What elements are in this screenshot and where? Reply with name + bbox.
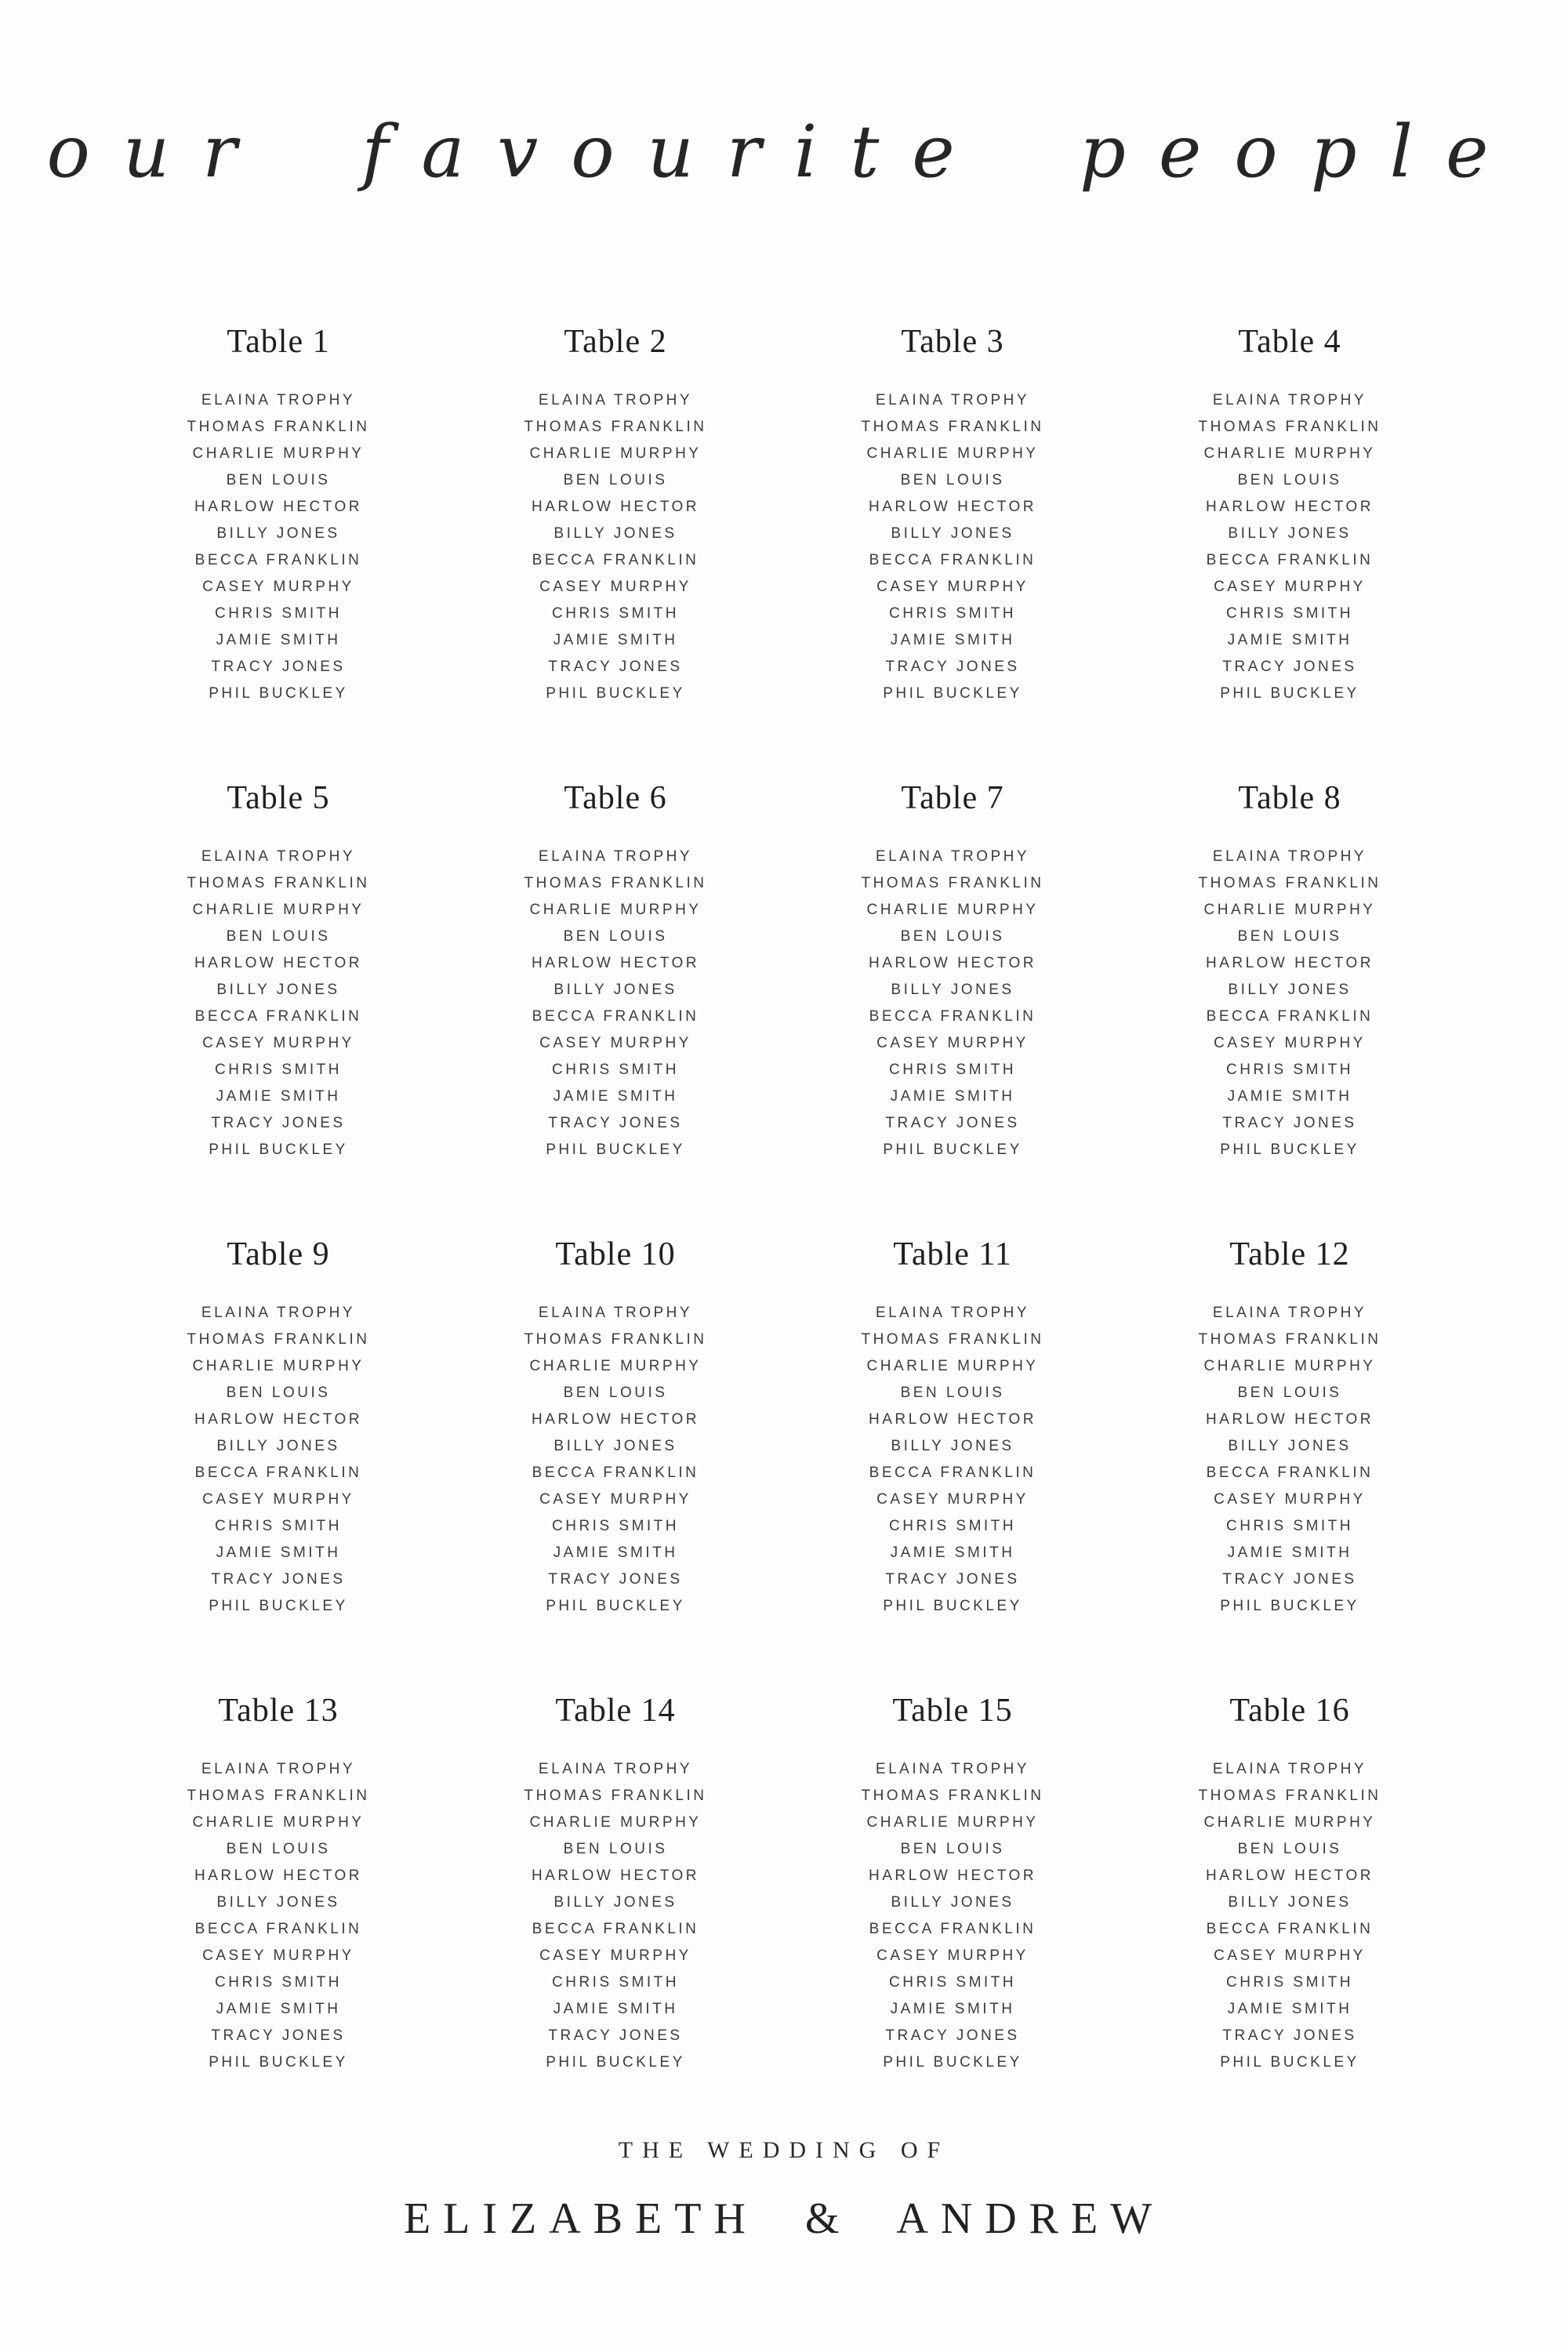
guest-name: CASEY MURPHY (1214, 579, 1366, 595)
table-title: Table 4 (1238, 324, 1341, 360)
guest-name: PHIL BUCKLEY (1220, 1598, 1359, 1614)
guest-name: BECCA FRANKLIN (194, 1465, 362, 1481)
guest-name: THOMAS FRANKLIN (1198, 1788, 1381, 1804)
table-card (1137, 323, 1443, 707)
guest-name: TRACY JONES (885, 2027, 1020, 2044)
guest-name: TRACY JONES (1222, 1571, 1357, 1588)
guest-list (463, 387, 768, 707)
guest-name: PHIL BUCKLEY (1220, 2054, 1359, 2071)
guest-name: BEN LOUIS (226, 472, 331, 488)
guest-name: CHARLIE MURPHY (866, 1814, 1039, 1831)
guest-name: CHRIS SMITH (552, 1518, 679, 1534)
guest-name: CHRIS SMITH (215, 1974, 342, 1991)
guest-name: BECCA FRANKLIN (869, 1465, 1036, 1481)
guest-name: JAMIE SMITH (1227, 632, 1352, 648)
table-card (125, 323, 431, 707)
table-card (463, 1692, 768, 2076)
guest-name: THOMAS FRANKLIN (861, 419, 1044, 435)
guest-name: HARLOW HECTOR (1205, 955, 1374, 971)
guest-name: THOMAS FRANKLIN (524, 875, 707, 891)
guest-list (800, 844, 1105, 1163)
guest-name: BECCA FRANKLIN (1206, 1008, 1374, 1025)
guest-name: CHRIS SMITH (889, 1062, 1016, 1078)
guest-name: BILLY JONES (891, 525, 1014, 542)
table-card (1137, 1692, 1443, 2076)
guest-list (463, 844, 768, 1163)
guest-name: CHARLIE MURPHY (1203, 1358, 1376, 1374)
guest-name: ELAINA TROPHY (538, 1305, 693, 1321)
guest-name: CHARLIE MURPHY (192, 1358, 365, 1374)
guest-name: CASEY MURPHY (202, 1491, 354, 1508)
guest-name: THOMAS FRANKLIN (1198, 419, 1381, 435)
table-card (800, 779, 1105, 1163)
table-card (1137, 779, 1443, 1163)
guest-name: PHIL BUCKLEY (1220, 1142, 1359, 1158)
guest-name: CHARLIE MURPHY (192, 445, 365, 462)
guest-name: BEN LOUIS (1237, 1385, 1342, 1401)
guest-list (125, 844, 431, 1163)
table-title: Table 7 (901, 780, 1004, 816)
guest-name: CHARLIE MURPHY (192, 1814, 365, 1831)
guest-list (125, 1300, 431, 1620)
guest-name: THOMAS FRANKLIN (524, 1788, 707, 1804)
guest-name: ELAINA TROPHY (201, 848, 356, 865)
guest-name: BILLY JONES (891, 1438, 1014, 1454)
guest-name: BEN LOUIS (563, 1841, 668, 1857)
guest-name: JAMIE SMITH (1227, 1088, 1352, 1105)
guest-name: THOMAS FRANKLIN (861, 1788, 1044, 1804)
guest-name: CASEY MURPHY (539, 1947, 691, 1964)
guest-name: PHIL BUCKLEY (1220, 685, 1359, 702)
guest-name: BEN LOUIS (900, 928, 1005, 945)
guest-name: CHRIS SMITH (889, 1974, 1016, 1991)
guest-name: BILLY JONES (554, 1438, 677, 1454)
guest-name: BILLY JONES (1228, 1894, 1352, 1911)
footer-couple-names: ELIZABETH & ANDREW (403, 2194, 1165, 2243)
table-card (463, 323, 768, 707)
guest-name: BECCA FRANKLIN (869, 552, 1036, 568)
guest-name: CHARLIE MURPHY (866, 902, 1039, 918)
table-title: Table 15 (892, 1693, 1013, 1729)
guest-name: BEN LOUIS (226, 1841, 331, 1857)
guest-name: TRACY JONES (211, 659, 346, 675)
guest-name: BEN LOUIS (900, 1841, 1005, 1857)
guest-name: CASEY MURPHY (877, 1947, 1029, 1964)
guest-name: HARLOW HECTOR (194, 499, 363, 515)
guest-name: BECCA FRANKLIN (869, 1921, 1036, 1937)
guest-name: JAMIE SMITH (553, 632, 678, 648)
table-card (125, 1236, 431, 1620)
guest-name: CASEY MURPHY (877, 1491, 1029, 1508)
guest-name: PHIL BUCKLEY (546, 2054, 685, 2071)
guest-name: BILLY JONES (1228, 982, 1352, 998)
guest-name: BILLY JONES (216, 1438, 340, 1454)
page-title: our favourite people (46, 110, 1522, 194)
guest-name: CHRIS SMITH (1226, 1974, 1353, 1991)
guest-name: TRACY JONES (548, 2027, 683, 2044)
guest-name: BILLY JONES (554, 982, 677, 998)
guest-name: CHARLIE MURPHY (866, 1358, 1039, 1374)
guest-list (800, 1756, 1105, 2076)
guest-name: CHRIS SMITH (889, 605, 1016, 622)
table-card (125, 1692, 431, 2076)
guest-name: CHARLIE MURPHY (1203, 1814, 1376, 1831)
guest-name: HARLOW HECTOR (1205, 1411, 1374, 1428)
guest-name: PHIL BUCKLEY (209, 2054, 348, 2071)
guest-name: PHIL BUCKLEY (883, 685, 1022, 702)
guest-name: BEN LOUIS (1237, 1841, 1342, 1857)
guest-name: ELAINA TROPHY (201, 1305, 356, 1321)
guest-name: CASEY MURPHY (1214, 1491, 1366, 1508)
table-title: Table 16 (1229, 1693, 1350, 1729)
guest-name: CHRIS SMITH (1226, 1518, 1353, 1534)
guest-name: PHIL BUCKLEY (546, 685, 685, 702)
guest-name: PHIL BUCKLEY (883, 2054, 1022, 2071)
guest-name: ELAINA TROPHY (201, 1761, 356, 1777)
guest-name: TRACY JONES (548, 659, 683, 675)
guest-list (1137, 1300, 1443, 1620)
guest-name: BILLY JONES (1228, 525, 1352, 542)
guest-name: ELAINA TROPHY (201, 392, 356, 408)
guest-name: THOMAS FRANKLIN (187, 1788, 370, 1804)
table-card (800, 1236, 1105, 1620)
guest-list (1137, 387, 1443, 707)
table-title: Table 14 (555, 1693, 676, 1729)
guest-name: ELAINA TROPHY (538, 1761, 693, 1777)
guest-name: BECCA FRANKLIN (532, 1921, 699, 1937)
guest-list (125, 387, 431, 707)
guest-name: BILLY JONES (216, 982, 340, 998)
tables-grid (125, 323, 1443, 2076)
guest-name: BEN LOUIS (226, 1385, 331, 1401)
guest-name: CHARLIE MURPHY (1203, 445, 1376, 462)
table-title: Table 6 (564, 780, 667, 816)
guest-name: JAMIE SMITH (216, 632, 341, 648)
guest-name: PHIL BUCKLEY (209, 1598, 348, 1614)
guest-name: CHRIS SMITH (889, 1518, 1016, 1534)
guest-name: BILLY JONES (1228, 1438, 1352, 1454)
guest-name: TRACY JONES (885, 1571, 1020, 1588)
guest-name: PHIL BUCKLEY (546, 1598, 685, 1614)
guest-name: BECCA FRANKLIN (532, 1465, 699, 1481)
guest-name: CHARLIE MURPHY (1203, 902, 1376, 918)
guest-name: HARLOW HECTOR (194, 1867, 363, 1884)
guest-name: ELAINA TROPHY (1212, 848, 1367, 865)
guest-name: BECCA FRANKLIN (869, 1008, 1036, 1025)
guest-name: BILLY JONES (216, 1894, 340, 1911)
guest-name: THOMAS FRANKLIN (1198, 875, 1381, 891)
guest-name: BECCA FRANKLIN (194, 1008, 362, 1025)
table-card (800, 1692, 1105, 2076)
guest-name: CHARLIE MURPHY (866, 445, 1039, 462)
table-title: Table 5 (227, 780, 330, 816)
guest-name: ELAINA TROPHY (875, 392, 1030, 408)
guest-name: JAMIE SMITH (553, 1088, 678, 1105)
table-title: Table 1 (227, 324, 330, 360)
guest-list (800, 387, 1105, 707)
guest-name: CHRIS SMITH (215, 1062, 342, 1078)
table-title: Table 11 (893, 1236, 1012, 1272)
guest-name: HARLOW HECTOR (194, 955, 363, 971)
guest-name: BILLY JONES (554, 1894, 677, 1911)
guest-name: JAMIE SMITH (553, 2001, 678, 2017)
guest-name: BECCA FRANKLIN (532, 552, 699, 568)
guest-name: CHRIS SMITH (1226, 1062, 1353, 1078)
guest-name: JAMIE SMITH (1227, 1544, 1352, 1561)
guest-name: JAMIE SMITH (216, 1088, 341, 1105)
guest-name: TRACY JONES (1222, 1115, 1357, 1131)
guest-name: TRACY JONES (548, 1571, 683, 1588)
guest-name: CHARLIE MURPHY (529, 1814, 702, 1831)
footer-eyebrow: THE WEDDING OF (618, 2137, 950, 2163)
guest-list (463, 1300, 768, 1620)
guest-name: BECCA FRANKLIN (1206, 1465, 1374, 1481)
footer (0, 2137, 1568, 2244)
table-card (463, 779, 768, 1163)
guest-name: HARLOW HECTOR (868, 499, 1037, 515)
guest-name: CHARLIE MURPHY (529, 1358, 702, 1374)
guest-name: PHIL BUCKLEY (546, 1142, 685, 1158)
guest-name: CHRIS SMITH (552, 1062, 679, 1078)
guest-name: THOMAS FRANKLIN (187, 419, 370, 435)
guest-name: JAMIE SMITH (1227, 2001, 1352, 2017)
guest-name: HARLOW HECTOR (1205, 499, 1374, 515)
guest-name: PHIL BUCKLEY (209, 1142, 348, 1158)
table-card (1137, 1236, 1443, 1620)
guest-name: THOMAS FRANKLIN (187, 1331, 370, 1348)
guest-name: BECCA FRANKLIN (532, 1008, 699, 1025)
guest-name: PHIL BUCKLEY (209, 685, 348, 702)
guest-name: CASEY MURPHY (1214, 1947, 1366, 1964)
table-card (800, 323, 1105, 707)
guest-name: CHARLIE MURPHY (192, 902, 365, 918)
guest-name: JAMIE SMITH (553, 1544, 678, 1561)
guest-name: BEN LOUIS (563, 472, 668, 488)
table-title: Table 3 (901, 324, 1004, 360)
guest-name: PHIL BUCKLEY (883, 1598, 1022, 1614)
guest-name: PHIL BUCKLEY (883, 1142, 1022, 1158)
guest-name: ELAINA TROPHY (875, 1761, 1030, 1777)
table-title: Table 13 (218, 1693, 339, 1729)
guest-name: ELAINA TROPHY (875, 1305, 1030, 1321)
guest-name: JAMIE SMITH (890, 1544, 1015, 1561)
guest-name: TRACY JONES (548, 1115, 683, 1131)
guest-list (1137, 844, 1443, 1163)
guest-name: JAMIE SMITH (216, 2001, 341, 2017)
table-card (463, 1236, 768, 1620)
guest-name: JAMIE SMITH (890, 2001, 1015, 2017)
guest-name: ELAINA TROPHY (875, 848, 1030, 865)
guest-name: BEN LOUIS (900, 472, 1005, 488)
guest-name: BILLY JONES (216, 525, 340, 542)
guest-name: THOMAS FRANKLIN (1198, 1331, 1381, 1348)
table-title: Table 9 (227, 1236, 330, 1272)
guest-name: CHRIS SMITH (215, 1518, 342, 1534)
guest-name: CHRIS SMITH (1226, 605, 1353, 622)
guest-name: BECCA FRANKLIN (1206, 1921, 1374, 1937)
guest-name: BEN LOUIS (1237, 928, 1342, 945)
guest-name: ELAINA TROPHY (1212, 392, 1367, 408)
guest-list (800, 1300, 1105, 1620)
guest-name: HARLOW HECTOR (1205, 1867, 1374, 1884)
guest-list (125, 1756, 431, 2076)
guest-name: BEN LOUIS (563, 928, 668, 945)
guest-name: BECCA FRANKLIN (194, 552, 362, 568)
guest-name: THOMAS FRANKLIN (187, 875, 370, 891)
guest-name: ELAINA TROPHY (1212, 1761, 1367, 1777)
guest-name: BEN LOUIS (226, 928, 331, 945)
guest-name: TRACY JONES (211, 1571, 346, 1588)
guest-name: TRACY JONES (1222, 2027, 1357, 2044)
guest-name: CASEY MURPHY (539, 1491, 691, 1508)
guest-name: HARLOW HECTOR (531, 1867, 700, 1884)
table-title: Table 10 (555, 1236, 676, 1272)
guest-name: CASEY MURPHY (202, 579, 354, 595)
guest-name: BILLY JONES (554, 525, 677, 542)
guest-name: THOMAS FRANKLIN (524, 419, 707, 435)
guest-name: HARLOW HECTOR (531, 955, 700, 971)
table-title: Table 12 (1229, 1236, 1350, 1272)
guest-name: CHARLIE MURPHY (529, 445, 702, 462)
guest-name: HARLOW HECTOR (531, 1411, 700, 1428)
guest-name: ELAINA TROPHY (1212, 1305, 1367, 1321)
guest-name: ELAINA TROPHY (538, 848, 693, 865)
table-card (125, 779, 431, 1163)
guest-name: JAMIE SMITH (890, 632, 1015, 648)
guest-name: HARLOW HECTOR (868, 955, 1037, 971)
guest-name: CHRIS SMITH (552, 1974, 679, 1991)
guest-name: THOMAS FRANKLIN (524, 1331, 707, 1348)
guest-name: BECCA FRANKLIN (1206, 552, 1374, 568)
guest-name: CASEY MURPHY (539, 1035, 691, 1051)
guest-name: CASEY MURPHY (1214, 1035, 1366, 1051)
guest-list (463, 1756, 768, 2076)
guest-name: BILLY JONES (891, 982, 1014, 998)
guest-name: BEN LOUIS (563, 1385, 668, 1401)
guest-name: CHRIS SMITH (552, 605, 679, 622)
guest-name: JAMIE SMITH (890, 1088, 1015, 1105)
guest-name: BEN LOUIS (900, 1385, 1005, 1401)
guest-name: TRACY JONES (1222, 659, 1357, 675)
guest-name: HARLOW HECTOR (531, 499, 700, 515)
guest-name: TRACY JONES (885, 659, 1020, 675)
guest-name: CASEY MURPHY (539, 579, 691, 595)
guest-name: TRACY JONES (885, 1115, 1020, 1131)
guest-name: THOMAS FRANKLIN (861, 875, 1044, 891)
guest-name: JAMIE SMITH (216, 1544, 341, 1561)
guest-name: CHARLIE MURPHY (529, 902, 702, 918)
guest-name: CASEY MURPHY (202, 1947, 354, 1964)
guest-name: BEN LOUIS (1237, 472, 1342, 488)
table-title: Table 2 (564, 324, 667, 360)
guest-name: CASEY MURPHY (202, 1035, 354, 1051)
guest-name: BECCA FRANKLIN (194, 1921, 362, 1937)
guest-name: ELAINA TROPHY (538, 392, 693, 408)
guest-name: CHRIS SMITH (215, 605, 342, 622)
guest-list (1137, 1756, 1443, 2076)
guest-name: THOMAS FRANKLIN (861, 1331, 1044, 1348)
guest-name: HARLOW HECTOR (868, 1867, 1037, 1884)
table-title: Table 8 (1238, 780, 1341, 816)
guest-name: CASEY MURPHY (877, 1035, 1029, 1051)
guest-name: BILLY JONES (891, 1894, 1014, 1911)
guest-name: TRACY JONES (211, 2027, 346, 2044)
guest-name: HARLOW HECTOR (194, 1411, 363, 1428)
guest-name: CASEY MURPHY (877, 579, 1029, 595)
guest-name: HARLOW HECTOR (868, 1411, 1037, 1428)
guest-name: TRACY JONES (211, 1115, 346, 1131)
